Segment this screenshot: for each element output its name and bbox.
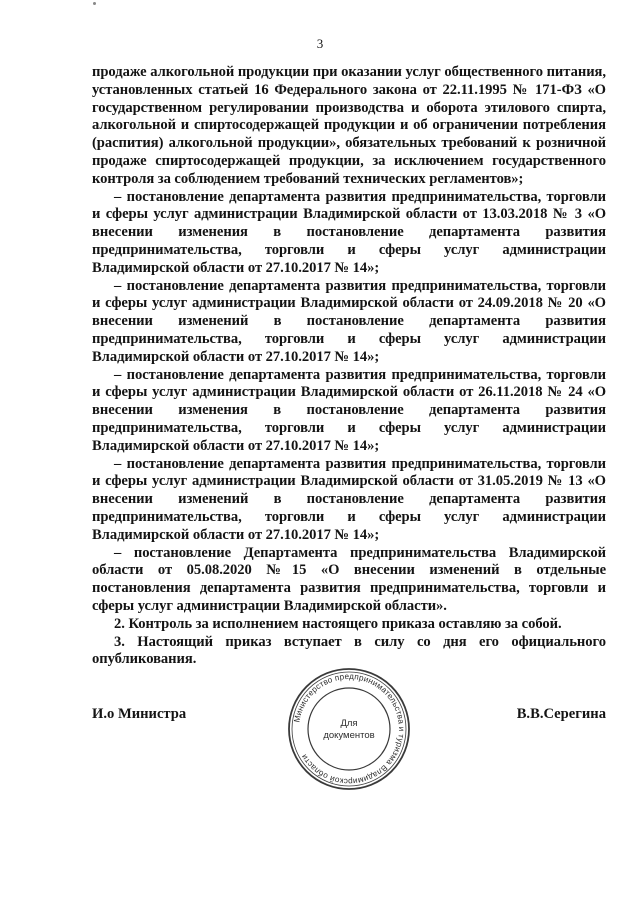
seal-center-line2: документов bbox=[323, 730, 375, 741]
list-item: – постановление Департамента предпринимательства Владимирской области от 05.08.2020 №15 «О внесении изменений в отдельные постановления департамента развития предпринимательства, торговли и сферы услуг администрации Владимирской области». bbox=[92, 544, 606, 614]
signatory-title: И.о Министра bbox=[92, 706, 187, 722]
official-seal bbox=[285, 665, 413, 793]
document-body bbox=[92, 64, 606, 669]
list-item: – постановление департамента развития предпринимательства, торговли и сферы услуг администрации Владимирской области от 13.03.2018 № 3 «О внесении изменения в постановление департамента развития предпринимательства, торговли и сферы услуг администрации Владимирской области от 27.10.2017 № 14»; bbox=[92, 188, 606, 276]
clause-3: 3. Настоящий приказ вступает в силу со дня его официального опубликования. bbox=[92, 633, 606, 668]
list-item: – постановление департамента развития предпринимательства, торговли и сферы услуг администрации Владимирской области от 24.09.2018 № 20 «О внесении изменений в постановление департамента развития предпринимательства, торговли и сферы услуг администрации Владимирской области от 27.10.2017 № 14»; bbox=[92, 277, 606, 365]
seal-ring-text: Министерство предпринимательства и туризма Владимирской области bbox=[292, 671, 407, 787]
scan-mark bbox=[93, 2, 96, 5]
clause-2: 2. Контроль за исполнением настоящего приказа оставляю за собой. bbox=[114, 615, 562, 632]
list-item: – постановление департамента развития предпринимательства, торговли и сферы услуг администрации Владимирской области от 26.11.2018 № 24 «О внесении изменения в постановление департамента развития предпринимательства, торговли и сферы услуг администрации Владимирской области от 27.10.2017 № 14»; bbox=[92, 366, 606, 454]
paragraph-continuation: продаже алкогольной продукции при оказании услуг общественного питания, установленных статьей 16 Федерального закона от 22.11.1995 № 171-ФЗ «О государственном регулировании производства и оборота этилового спирта, алкогольной и спиртосодержащей продукции и об ограничении потребления (распития) алкогольной продукции», обязательных требований к розничной продаже спиртосодержащей продукции, за исключением государственного контроля за соблюдением требований технических регламентов»; bbox=[92, 64, 606, 187]
list-item: – постановление департамента развития предпринимательства, торговли и сферы услуг администрации Владимирской области от 31.05.2019 № 13 «О внесении изменений в постановление департамента развития предпринимательства, торговли и сферы услуг администрации Владимирской области от 27.10.2017 № 14»; bbox=[92, 455, 606, 543]
page-number: 3 bbox=[316, 36, 324, 51]
seal-center-line1: Для bbox=[340, 718, 358, 729]
signatory-name: В.В.Серегина bbox=[516, 706, 606, 722]
